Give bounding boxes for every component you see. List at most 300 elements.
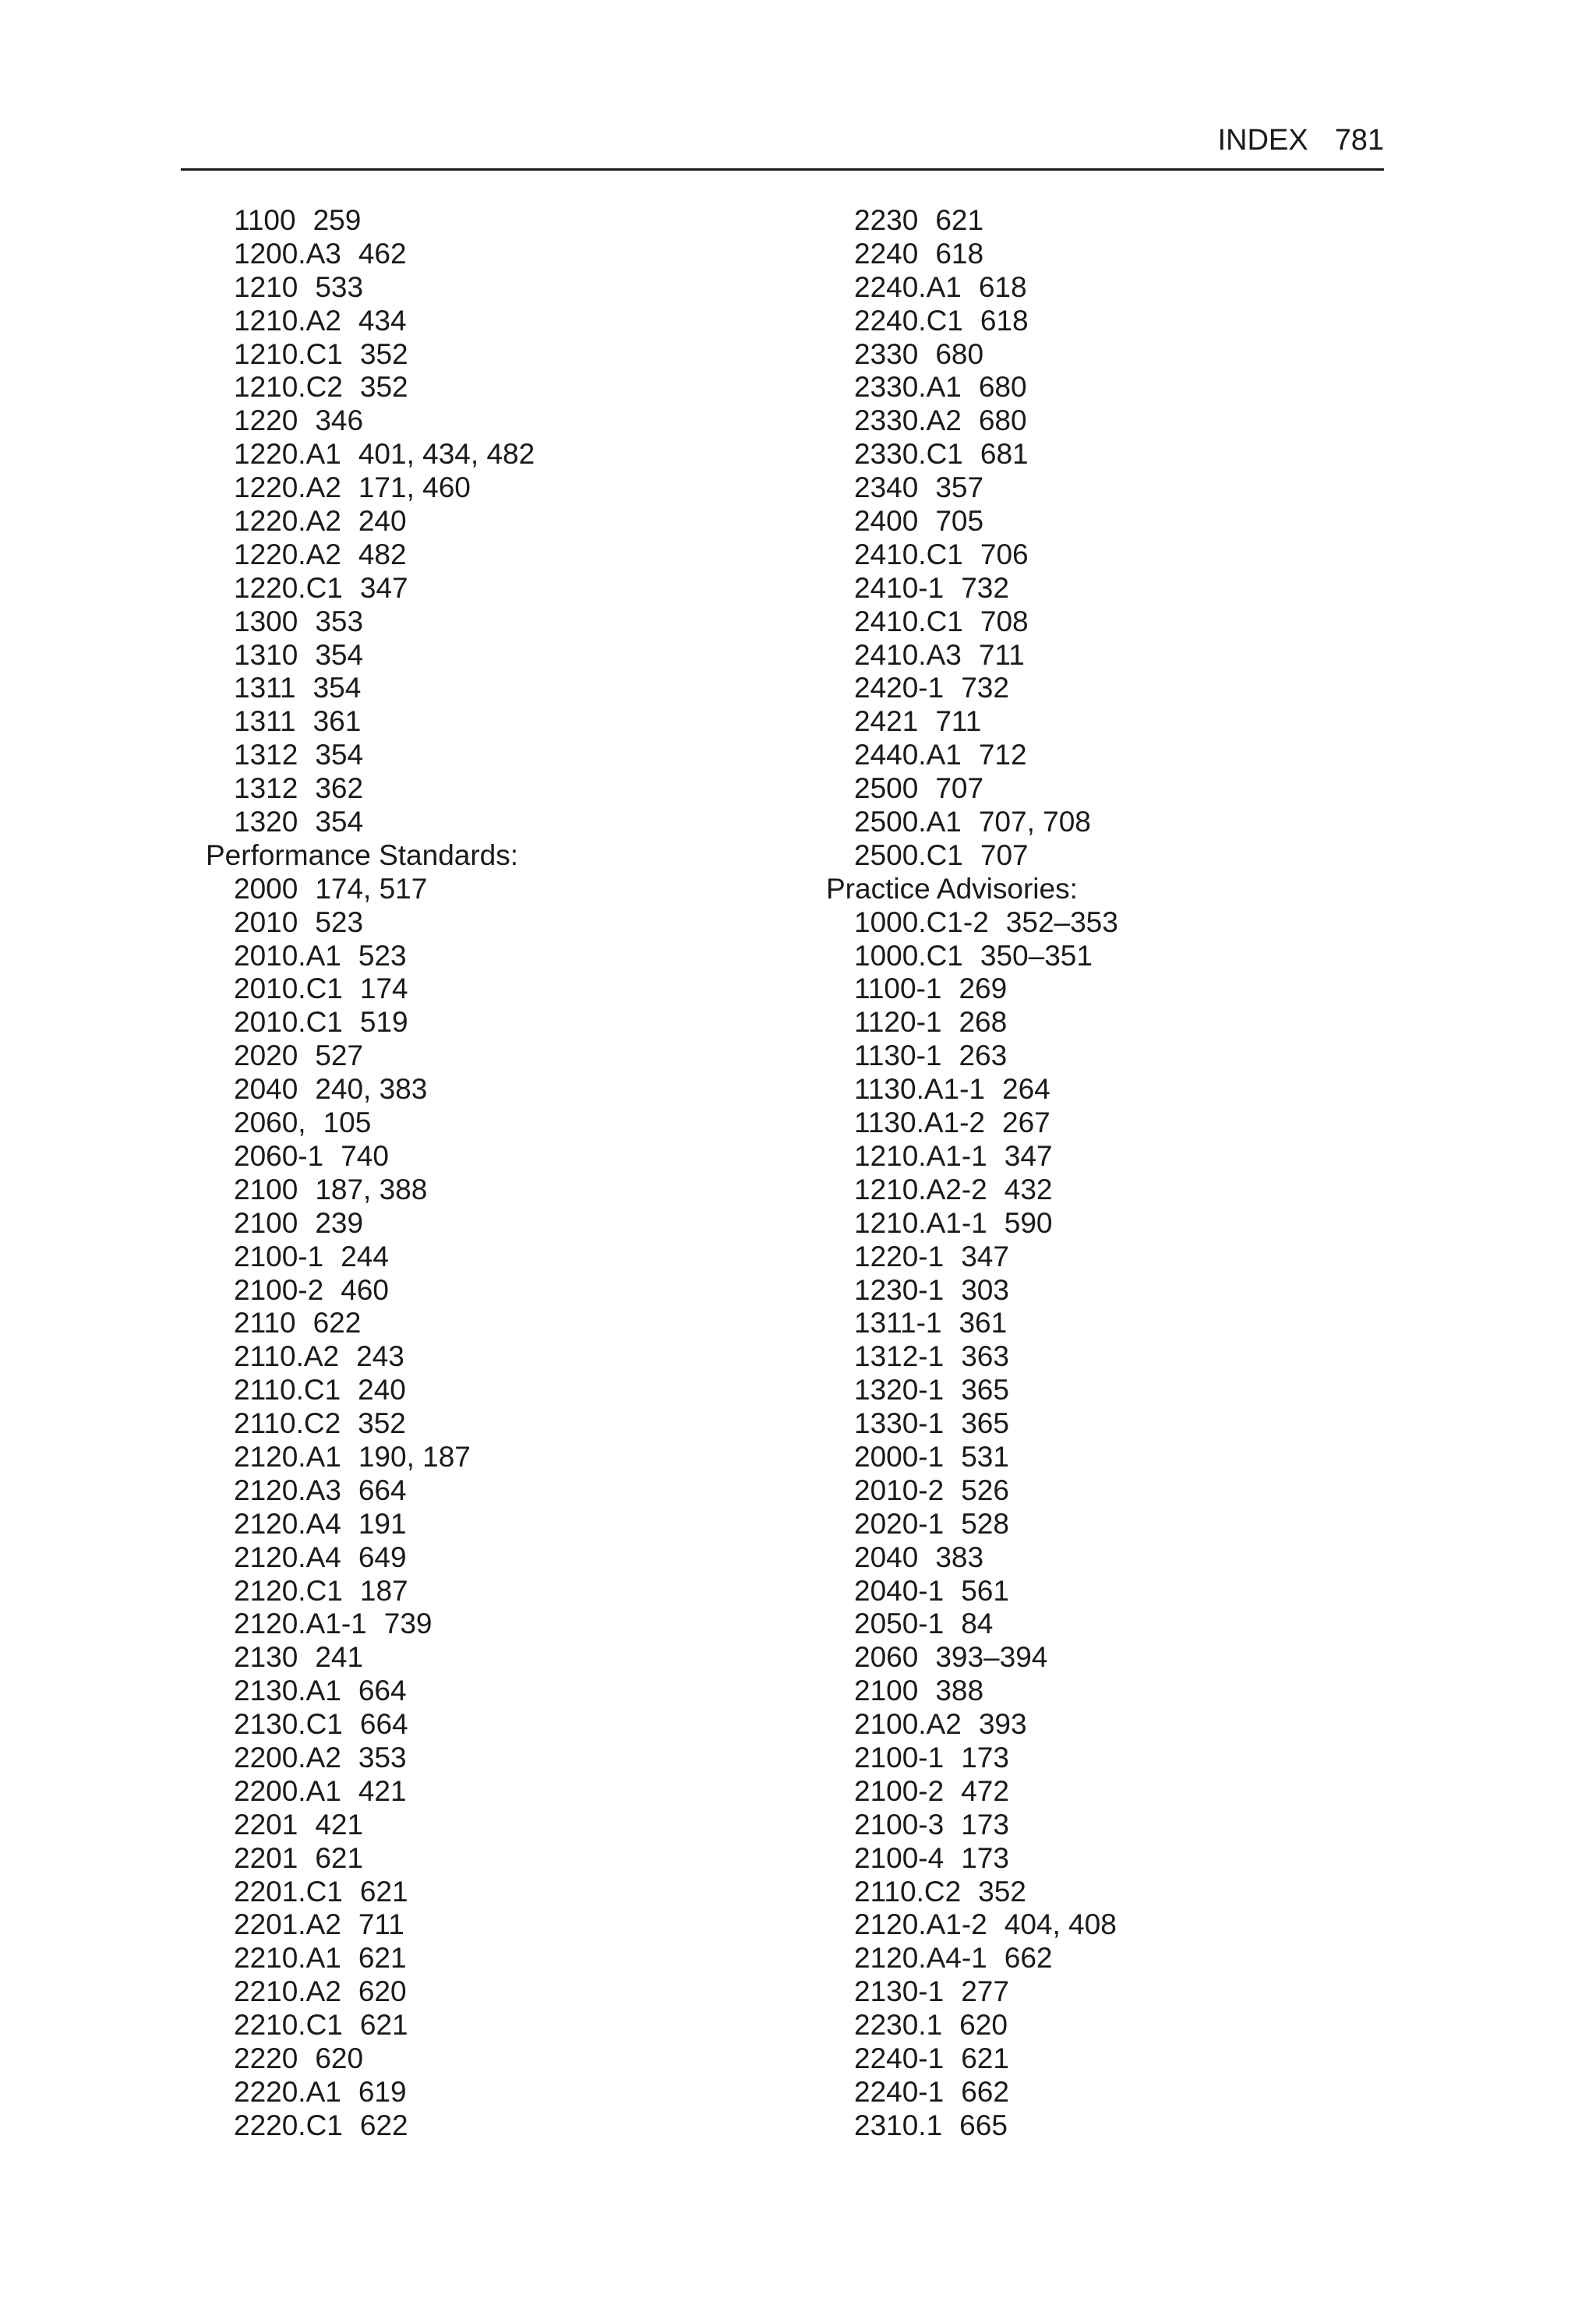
page-number: 781 xyxy=(1334,124,1384,157)
index-entry xyxy=(206,1407,798,1441)
standard-number: 2010.A1 xyxy=(234,939,341,972)
standard-number: 2410.A3 xyxy=(854,638,962,671)
standard-number: 2000-1 xyxy=(854,1440,945,1473)
index-entry xyxy=(206,1876,798,1909)
standard-number: 2130.A1 xyxy=(234,1675,341,1707)
index-entry xyxy=(826,1241,1418,1274)
standard-number: 1300 xyxy=(234,605,298,637)
index-heading: Performance Standards: xyxy=(206,838,519,871)
page-references: 191 xyxy=(358,1507,407,1540)
index-entry xyxy=(826,1474,1418,1508)
page-references: 354 xyxy=(315,806,364,838)
page-references: 363 xyxy=(961,1340,1009,1373)
index-entry xyxy=(206,1541,798,1575)
standard-number: 2110 xyxy=(234,1307,296,1340)
standard-number: 1220.A1 xyxy=(234,438,341,471)
page-references: 618 xyxy=(980,304,1029,337)
index-entry xyxy=(206,404,798,438)
page-references: 531 xyxy=(961,1440,1009,1473)
standard-number: 2240.C1 xyxy=(854,304,963,337)
page-references: 620 xyxy=(358,1975,407,2008)
page-references: 621 xyxy=(961,2042,1009,2074)
standard-number: 2000 xyxy=(234,872,298,905)
index-entry xyxy=(826,1374,1418,1407)
page-references: 357 xyxy=(935,471,984,504)
index-entry xyxy=(206,371,798,404)
standard-number: 2050-1 xyxy=(854,1608,945,1640)
index-entry xyxy=(826,271,1418,305)
index-entry xyxy=(826,338,1418,372)
index-entry xyxy=(206,1608,798,1641)
page-references: 346 xyxy=(315,404,364,437)
standard-number: 1320-1 xyxy=(854,1374,945,1407)
page-references: 664 xyxy=(358,1474,407,1506)
page-references: 365 xyxy=(961,1407,1009,1440)
page-references: 361 xyxy=(312,705,362,738)
standard-number: 2201.C1 xyxy=(234,1875,343,1908)
standard-number: 1320 xyxy=(234,806,298,838)
page-references: 732 xyxy=(961,571,1009,604)
standard-number: 2410.C1 xyxy=(854,538,963,570)
index-entry xyxy=(826,1608,1418,1641)
standard-number: 1311 xyxy=(234,705,296,738)
page-references: 347 xyxy=(961,1240,1009,1272)
standard-number: 2100-4 xyxy=(854,1841,945,1874)
standard-number: 1312 xyxy=(234,739,298,771)
page-references: 705 xyxy=(935,505,984,538)
page-references: 711 xyxy=(935,705,982,738)
standard-number: 2130.C1 xyxy=(234,1708,343,1741)
page-references: 401, 434, 482 xyxy=(358,438,535,471)
index-entry xyxy=(826,1708,1418,1742)
page-references: 680 xyxy=(978,404,1027,437)
standard-number: 2421 xyxy=(854,705,919,738)
standard-number: 2020-1 xyxy=(854,1507,945,1540)
standard-number: 2110.C2 xyxy=(234,1407,341,1440)
standard-number: 2060 xyxy=(854,1641,919,1674)
standard-number: 2500 xyxy=(854,772,919,805)
index-entry xyxy=(206,538,798,572)
standard-number: 2440.A1 xyxy=(854,739,962,771)
index-entry xyxy=(206,2042,798,2076)
index-entry xyxy=(826,1140,1418,1174)
page-references: 393 xyxy=(978,1708,1027,1741)
index-entry xyxy=(206,305,798,338)
index-entry xyxy=(206,1675,798,1708)
standard-number: 2130-1 xyxy=(854,1975,945,2008)
index-entry xyxy=(826,2109,1418,2143)
page-references: 171, 460 xyxy=(358,471,471,504)
page-references: 352 xyxy=(358,1407,406,1440)
index-entry xyxy=(826,772,1418,806)
index-entry xyxy=(826,605,1418,639)
standard-number: 2120.A4 xyxy=(234,1507,341,1540)
index-entry xyxy=(826,1742,1418,1775)
index-entry xyxy=(206,1775,798,1809)
index-entry xyxy=(826,839,1418,873)
page-references: 712 xyxy=(978,739,1027,771)
standard-number: 2100 xyxy=(234,1173,298,1205)
standard-number: 1210.A2 xyxy=(234,304,341,337)
page-references: 711 xyxy=(358,1908,404,1941)
page-references: 354 xyxy=(315,739,364,771)
index-entry xyxy=(826,1541,1418,1575)
page-references: 590 xyxy=(1004,1206,1053,1239)
page-references: 707 xyxy=(980,838,1029,871)
index-entry xyxy=(206,1474,798,1508)
page-references: 523 xyxy=(358,939,407,972)
index-entry xyxy=(826,404,1418,438)
standard-number: 2500.C1 xyxy=(854,838,963,871)
page-references: 662 xyxy=(961,2075,1009,2108)
page-references: 352 xyxy=(978,1875,1026,1908)
standard-number: 2120.A3 xyxy=(234,1474,341,1506)
page-references: 173 xyxy=(961,1741,1009,1774)
standard-number: 2100-2 xyxy=(234,1273,324,1306)
page-references: 664 xyxy=(359,1708,408,1741)
index-entry xyxy=(206,1441,798,1474)
standard-number: 1311 xyxy=(234,672,296,704)
page-references: 708 xyxy=(980,605,1029,637)
index-entry xyxy=(826,639,1418,672)
index-entry xyxy=(826,1842,1418,1876)
standard-number: 2240-1 xyxy=(854,2075,945,2108)
index-entry xyxy=(206,471,798,505)
standard-number: 2330 xyxy=(854,337,919,370)
index-entry xyxy=(206,940,798,973)
standard-number: 1210.C2 xyxy=(234,371,343,404)
index-entry xyxy=(206,1140,798,1174)
index-entry xyxy=(206,705,798,739)
index-entry xyxy=(826,940,1418,973)
page-references: 353 xyxy=(315,605,364,637)
index-entry xyxy=(206,639,798,672)
page-references: 472 xyxy=(961,1774,1009,1807)
standard-number: 1220 xyxy=(234,404,298,437)
index-entry xyxy=(206,2109,798,2143)
page-references: 365 xyxy=(961,1374,1009,1407)
page-references: 240 xyxy=(358,505,407,538)
page-references: 352 xyxy=(359,371,408,404)
index-entry xyxy=(826,972,1418,1006)
header-label: INDEX xyxy=(1217,124,1308,157)
index-entry xyxy=(826,806,1418,839)
index-entry xyxy=(206,972,798,1006)
standard-number: 2340 xyxy=(854,471,919,504)
standard-number: 2130 xyxy=(234,1641,298,1674)
index-entry xyxy=(206,1307,798,1340)
page-references: 303 xyxy=(961,1273,1009,1306)
page-references: 173 xyxy=(961,1841,1009,1874)
standard-number: 2120.A4 xyxy=(234,1541,341,1573)
page-references: 105 xyxy=(323,1107,372,1139)
index-entry xyxy=(206,1975,798,2009)
page-references: 622 xyxy=(312,1307,362,1340)
index-entry xyxy=(206,1742,798,1775)
standard-number: 2210.C1 xyxy=(234,2009,343,2042)
page-references: 621 xyxy=(359,1875,408,1908)
page-references: 263 xyxy=(959,1039,1008,1072)
page-references: 353 xyxy=(358,1741,407,1774)
page-references: 649 xyxy=(358,1541,407,1573)
page-references: 388 xyxy=(935,1675,984,1707)
page-references: 244 xyxy=(341,1240,389,1272)
index-entry xyxy=(826,2076,1418,2109)
page-references: 361 xyxy=(959,1307,1008,1340)
page-references: 680 xyxy=(978,371,1027,404)
index-entry xyxy=(206,2076,798,2109)
index-column-left xyxy=(206,204,798,2143)
page-references: 421 xyxy=(358,1774,407,1807)
index-entry xyxy=(826,1975,1418,2009)
standard-number: 2240-1 xyxy=(854,2042,945,2074)
index-entry xyxy=(206,1708,798,1742)
page-references: 621 xyxy=(359,2009,408,2042)
page-references: 362 xyxy=(315,772,364,805)
standard-number: 2201 xyxy=(234,1808,298,1841)
page-references: 621 xyxy=(935,204,984,236)
standard-number: 2010-2 xyxy=(854,1474,945,1506)
standard-number: 1330-1 xyxy=(854,1407,945,1440)
index-entry xyxy=(826,1274,1418,1308)
index-entry xyxy=(826,505,1418,538)
standard-number: 2230 xyxy=(854,204,919,236)
page-references: 173 xyxy=(961,1808,1009,1841)
page-references: 404, 408 xyxy=(1004,1908,1117,1941)
page-references: 190, 187 xyxy=(358,1440,471,1473)
standard-number: 2100-3 xyxy=(854,1808,945,1841)
index-entry xyxy=(826,538,1418,572)
index-entry xyxy=(826,672,1418,705)
standard-number: 2220 xyxy=(234,2042,298,2074)
index-entry xyxy=(206,505,798,538)
page-references: 187 xyxy=(359,1574,408,1607)
page-references: 432 xyxy=(1004,1173,1053,1205)
standard-number: 2100-1 xyxy=(234,1240,324,1272)
header-rule xyxy=(181,168,1384,171)
index-entry xyxy=(206,906,798,940)
index-entry xyxy=(826,1039,1418,1073)
standard-number: 2410.C1 xyxy=(854,605,963,637)
running-header xyxy=(181,117,1384,164)
standard-number: 1220.C1 xyxy=(234,571,343,604)
index-entry xyxy=(826,471,1418,505)
standard-number: 2330.A2 xyxy=(854,404,962,437)
page-references: 519 xyxy=(359,1006,408,1039)
index-entry xyxy=(826,1942,1418,1975)
page-references: 187, 388 xyxy=(315,1173,428,1205)
standard-number: 2240.A1 xyxy=(854,270,962,303)
page-references: 383 xyxy=(935,1541,984,1573)
standard-number: 2330.A1 xyxy=(854,371,962,404)
standard-number: 2010.C1 xyxy=(234,1006,343,1039)
standard-number: 2020 xyxy=(234,1039,298,1072)
page-references: 620 xyxy=(315,2042,364,2074)
standard-number: 2040-1 xyxy=(854,1574,945,1607)
page-references: 482 xyxy=(358,538,407,570)
page-references: 347 xyxy=(359,571,408,604)
index-entry xyxy=(826,1340,1418,1374)
index-entry xyxy=(826,1876,1418,1909)
page-references: 732 xyxy=(961,672,1009,704)
standard-number: 1230-1 xyxy=(854,1273,945,1306)
standard-number: 2100-1 xyxy=(854,1741,945,1774)
page-references: 528 xyxy=(961,1507,1009,1540)
index-entry xyxy=(206,1942,798,1975)
standard-number: 2040 xyxy=(234,1073,298,1106)
standard-number: 2120.A1-1 xyxy=(234,1608,367,1640)
standard-number: 2040 xyxy=(854,1541,919,1573)
standard-number: 2010.C1 xyxy=(234,972,343,1005)
standard-number: 2120.A1-2 xyxy=(854,1908,987,1941)
standard-number: 2100 xyxy=(854,1675,919,1707)
index-entry xyxy=(206,873,798,906)
standard-number: 1000.C1-2 xyxy=(854,905,989,938)
page-references: 533 xyxy=(315,270,364,303)
index-entry xyxy=(206,1006,798,1039)
index-entry xyxy=(826,1207,1418,1241)
page-references: 621 xyxy=(358,1942,407,1975)
standard-number: 1312-1 xyxy=(854,1340,945,1373)
page-references: 240, 383 xyxy=(315,1073,428,1106)
page-references: 681 xyxy=(980,438,1029,471)
standard-number: 1130-1 xyxy=(854,1039,942,1072)
standard-number: 2240 xyxy=(854,237,919,270)
standard-number: 1220-1 xyxy=(854,1240,945,1272)
page-references: 434 xyxy=(358,304,407,337)
standard-number: 2100 xyxy=(234,1206,298,1239)
index-entry xyxy=(206,2009,798,2042)
index-entry xyxy=(826,204,1418,238)
page-references: 618 xyxy=(935,237,984,270)
page-references: 706 xyxy=(980,538,1029,570)
page-references: 662 xyxy=(1004,1942,1053,1975)
page-references: 174 xyxy=(359,972,408,1005)
page-references: 347 xyxy=(1004,1139,1053,1172)
page-references: 243 xyxy=(356,1340,404,1373)
page-references: 84 xyxy=(961,1608,994,1640)
index-entry xyxy=(206,1508,798,1541)
index-entry xyxy=(206,1340,798,1374)
page-references: 241 xyxy=(315,1641,364,1674)
standard-number: 2201 xyxy=(234,1841,298,1874)
page-references: 739 xyxy=(383,1608,433,1640)
index-entry xyxy=(206,1908,798,1942)
standard-number: 2410-1 xyxy=(854,571,945,604)
index-entry xyxy=(826,1775,1418,1809)
index-entry xyxy=(826,1508,1418,1541)
standard-number: 2220.A1 xyxy=(234,2075,341,2108)
standard-number: 2200.A1 xyxy=(234,1774,341,1807)
page-references: 561 xyxy=(961,1574,1009,1607)
index-entry xyxy=(206,204,798,238)
page-references: 711 xyxy=(978,638,1025,671)
page-references: 354 xyxy=(312,672,362,704)
standard-number: 1210 xyxy=(234,270,298,303)
page-references: 240 xyxy=(358,1374,406,1407)
index-entry xyxy=(206,1107,798,1140)
standard-number: 1000.C1 xyxy=(854,939,963,972)
standard-number: 2220.C1 xyxy=(234,2109,343,2141)
standard-number: 2210.A1 xyxy=(234,1942,341,1975)
index-entry xyxy=(826,1073,1418,1107)
index-entry xyxy=(826,2009,1418,2042)
standard-number: 1310 xyxy=(234,638,298,671)
standard-number: 2210.A2 xyxy=(234,1975,341,2008)
standard-number: 2310.1 xyxy=(854,2109,943,2141)
index-entry xyxy=(206,1809,798,1842)
standard-number: 1311-1 xyxy=(854,1307,942,1340)
standard-number: 1100-1 xyxy=(854,972,942,1005)
page-references: 523 xyxy=(315,905,364,938)
index-entry xyxy=(206,238,798,271)
index-entry xyxy=(206,806,798,839)
standard-number: 2060, xyxy=(234,1107,306,1139)
index-entry xyxy=(826,1307,1418,1340)
standard-number: 1210.A1-1 xyxy=(854,1206,987,1239)
page-references: 740 xyxy=(341,1139,389,1172)
standard-number: 1100 xyxy=(234,204,296,236)
index-entry xyxy=(826,438,1418,471)
page-references: 526 xyxy=(961,1474,1009,1506)
index-entry xyxy=(826,1407,1418,1441)
standard-number: 2230.1 xyxy=(854,2009,943,2042)
index-entry xyxy=(206,572,798,605)
standard-number: 2201.A2 xyxy=(234,1908,341,1941)
index-entry xyxy=(826,1174,1418,1207)
page-references: 174, 517 xyxy=(315,872,428,905)
standard-number: 1130.A1-1 xyxy=(854,1073,985,1106)
page-references: 352 xyxy=(359,337,408,370)
index-entry xyxy=(206,1274,798,1308)
page-references: 393–394 xyxy=(935,1641,1048,1674)
standard-number: 2330.C1 xyxy=(854,438,963,471)
page-references: 665 xyxy=(959,2109,1008,2141)
index-entry xyxy=(826,1641,1418,1675)
standard-number: 1210.A2-2 xyxy=(854,1173,987,1205)
index-entry xyxy=(206,1842,798,1876)
index-column-right xyxy=(826,204,1418,2143)
standard-number: 2120.C1 xyxy=(234,1574,343,1607)
page-references: 620 xyxy=(959,2009,1008,2042)
page-references: 621 xyxy=(315,1841,364,1874)
index-entry xyxy=(826,906,1418,940)
index-entry xyxy=(206,1174,798,1207)
index-entry xyxy=(826,705,1418,739)
index-entry xyxy=(206,1374,798,1407)
index-entry xyxy=(826,739,1418,772)
page-references: 268 xyxy=(959,1006,1008,1039)
standard-number: 2100.A2 xyxy=(854,1708,962,1741)
page-references: 350–351 xyxy=(980,939,1093,972)
index-entry xyxy=(826,2042,1418,2076)
standard-number: 2400 xyxy=(854,505,919,538)
page-references: 352–353 xyxy=(1005,905,1118,938)
standard-number: 2100-2 xyxy=(854,1774,945,1807)
index-entry xyxy=(206,739,798,772)
standard-number: 1220.A2 xyxy=(234,538,341,570)
standard-number: 2110.C1 xyxy=(234,1374,341,1407)
page-references: 354 xyxy=(315,638,364,671)
index-entry xyxy=(206,338,798,372)
index-entry xyxy=(206,1241,798,1274)
page-references: 421 xyxy=(315,1808,364,1841)
index-entry xyxy=(826,1107,1418,1140)
page-references: 460 xyxy=(341,1273,389,1306)
index-entry xyxy=(826,305,1418,338)
page-references: 680 xyxy=(935,337,984,370)
index-entry xyxy=(826,238,1418,271)
